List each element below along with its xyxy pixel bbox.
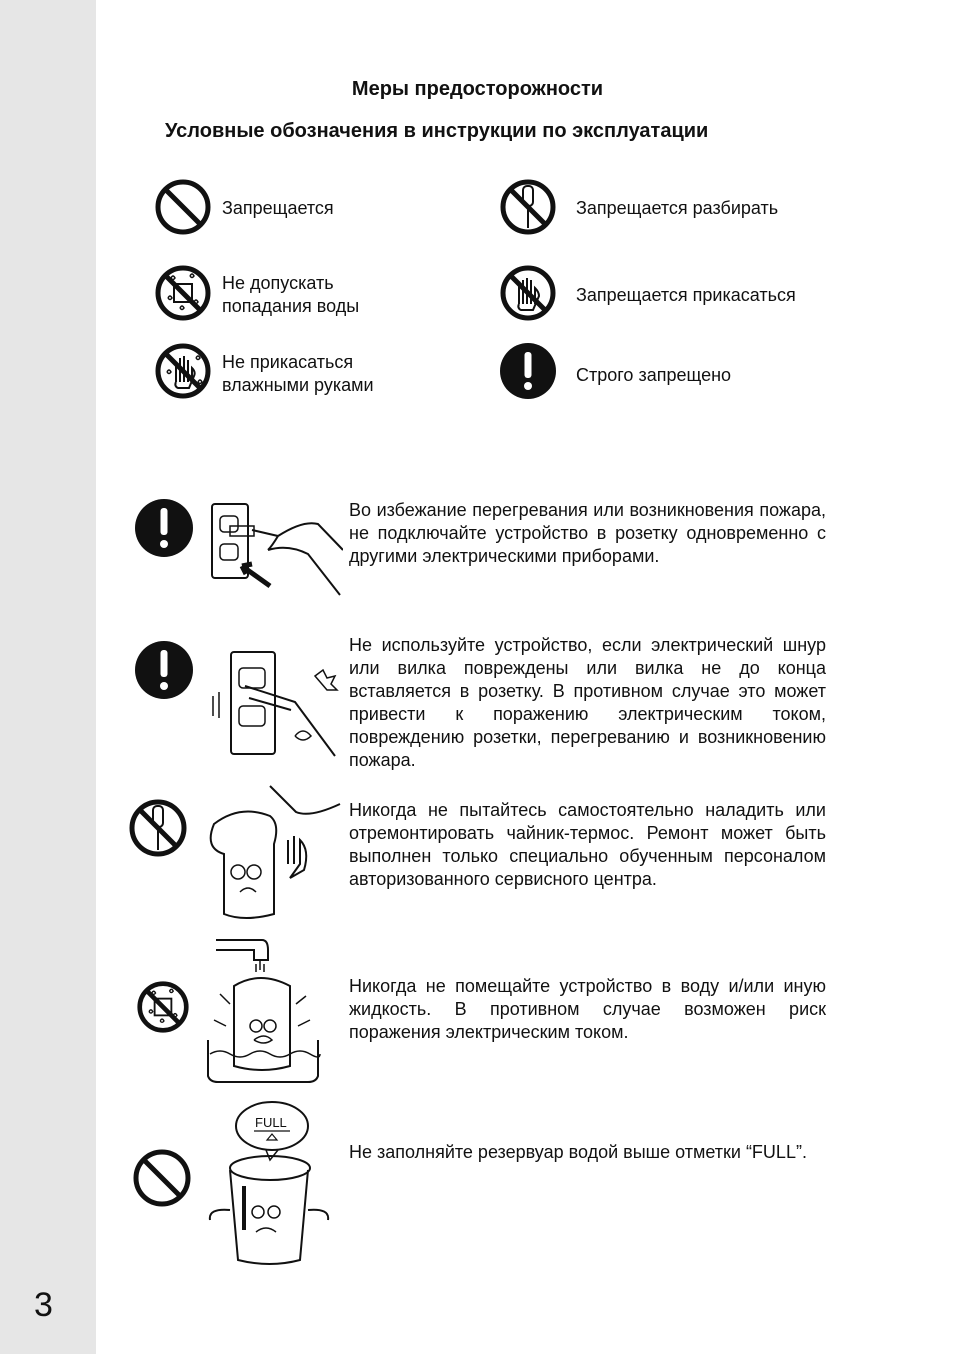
prohibited-icon	[132, 1148, 192, 1208]
warning-text-5: Не заполняйте резервуар водой выше отметки “FULL”.	[349, 1142, 807, 1162]
legend-text-mandatory: Строго запрещено	[576, 365, 732, 385]
no-touch-icon	[499, 264, 557, 322]
kettle-in-water-illustration	[206, 936, 326, 1086]
no-water-icon	[136, 980, 196, 1040]
warning-text-1: Во избежание перегревания или возникновения пожара, не подключайте устройство в розетку одновременно с другими электрическими приборами.	[349, 500, 826, 566]
legend-text-prohibited: Запрещается	[222, 198, 334, 218]
damaged-cord-illustration	[205, 646, 347, 761]
warning-text-4: Никогда не помещайте устройство в воду и/или иную жидкость. В противном случае возможен риск поражения электрическим током.	[349, 976, 826, 1042]
overfill-kettle-illustration	[204, 1100, 336, 1266]
mandatory-icon	[134, 498, 194, 558]
no-disassemble-icon	[128, 798, 188, 858]
no-disassemble-icon	[499, 178, 557, 236]
page-number: 3	[34, 1286, 53, 1324]
mandatory-icon	[499, 342, 557, 400]
warning-text-2: Не используйте устройство, если электрический шнур или вилка повреждены или вилка не до конца вставляется в розетку. В противном случае это может привести к поражению электрическим током, повреждению розетки, перегреванию и возникновению пожара.	[349, 635, 826, 770]
kettle-repair-illustration	[200, 784, 348, 922]
section-subtitle: Условные обозначения в инструкции по эксплуатации	[165, 120, 709, 142]
mandatory-icon	[134, 640, 194, 700]
no-wet-hands-icon	[154, 342, 212, 400]
no-water-icon	[154, 264, 212, 322]
legend-text-no-touch: Запрещается прикасаться	[576, 285, 796, 305]
warning-text-3: Никогда не пытайтесь самостоятельно наладить или отремонтировать чайник-термос. Ремонт может быть выполнен только специально обученным персоналом авторизованного сервисного центра.	[349, 800, 826, 889]
legend-text-no-water: Не допускать попадания воды	[222, 273, 360, 316]
outlet-plug-illustration	[208, 500, 343, 600]
page-margin-band	[0, 0, 96, 1354]
prohibited-icon	[154, 178, 212, 236]
page-title: Меры предосторожности	[351, 78, 604, 100]
full-mark-label: FULL	[255, 1115, 287, 1130]
legend-text-no-disassemble: Запрещается разбирать	[576, 198, 779, 218]
legend-text-no-wet-hands: Не прикасаться влажными руками	[222, 352, 374, 395]
